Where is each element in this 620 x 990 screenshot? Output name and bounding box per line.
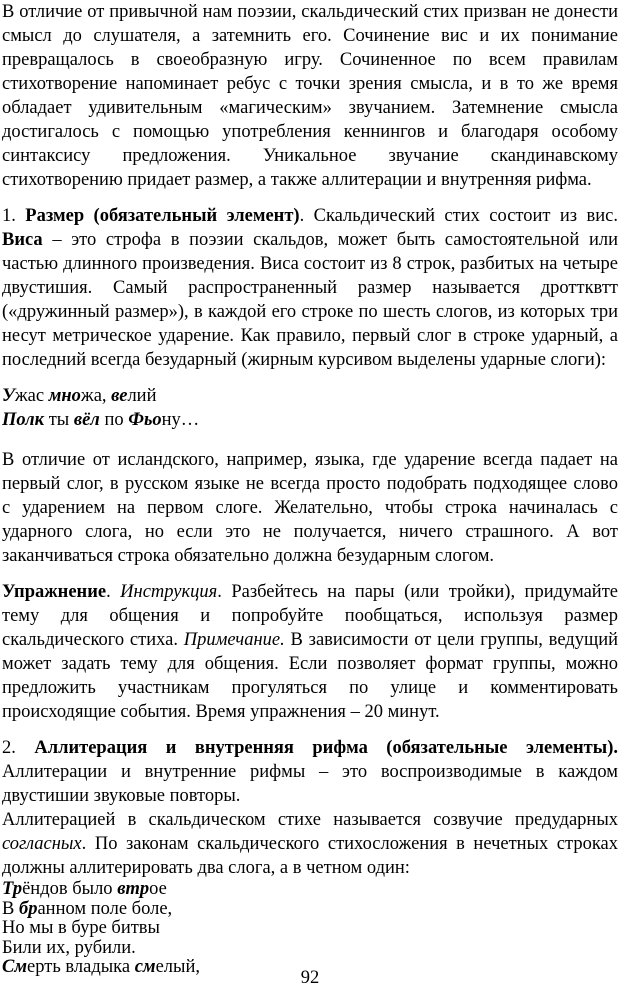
section-alliteration-line-6: должны аллитерировать два слога, а в четном один: — [2, 858, 410, 878]
paragraph-intro-line-6: достигалось с помощью употребления кеннингов и благодаря особому — [2, 122, 618, 142]
verse-example2-line-2: В бранном поле боле, — [2, 899, 173, 919]
paragraph-intro-line-4: стихотворение напоминает ребус с точки зрения смысла, и в то же время — [2, 74, 618, 94]
exercise-line-3: скальдического стиха. Примечание. В зависимости от цели группы, ведущий — [2, 630, 618, 650]
exercise-title: Упражнение — [2, 582, 107, 602]
section-meter-line-7: последний всегда безударный (жирным курсивом выделены ударные слоги): — [2, 350, 607, 370]
section-meter-line-2: Виса – это строфа в поэзии скальдов, может быть самостоятельной или — [2, 230, 618, 250]
section-heading-meter: Размер (обязательный элемент) — [25, 206, 300, 226]
page-number: 92 — [300, 968, 320, 988]
paragraph-intro-line-2: смысл до слушателя, а затемнить его. Сочинение вис и их понимание — [2, 26, 618, 46]
verse-example-line-2: Полк ты вёл по Фьону… — [2, 410, 200, 430]
verse-example2-line-3: Но мы в буре битвы — [2, 919, 160, 938]
paragraph-stress-line-1: В отличие от исландского, например, языка, где ударение всегда падает на — [2, 450, 618, 470]
paragraph-intro-line-1: В отличие от привычной нам поэзии, скальдический стих призван не донести — [2, 2, 618, 22]
exercise-line-2: тему для общения и попробуйте пообщаться, используя размер — [2, 606, 618, 626]
note-label: Примечание. — [183, 630, 285, 650]
paragraph-stress-line-5: заканчиваться строка обязательно должна безударным слогом. — [2, 546, 495, 566]
paragraph-stress-line-3: с ударением на первом слоге. Желательно, чтобы строка начиналась с — [2, 498, 618, 518]
term-consonants: согласных — [2, 834, 82, 854]
section-meter-line-3: частью длинного произведения. Виса состоит из 8 строк, разбитых на четыре — [2, 254, 618, 274]
section-heading-alliteration: Аллитерация и внутренняя рифма (обязательные элементы). — [34, 738, 618, 758]
paragraph-stress-line-2: первый слог, в русском языке не всегда просто подобрать подходящее слово — [2, 474, 618, 494]
section-alliteration-line-4: Аллитерацией в скальдическом стихе называется созвучие предударных — [2, 810, 618, 830]
exercise-line-5: предложить участникам прогуляться по улице и комментировать — [2, 678, 618, 698]
section-alliteration-line-2: Аллитерации и внутренние рифмы – это воспроизводимые в каждом — [2, 762, 618, 782]
exercise-line-4: может задать тему для общения. Если позволяет формат группы, можно — [2, 654, 618, 674]
exercise-line-6: происходящие события. Время упражнения – 20 минут. — [2, 702, 440, 722]
paragraph-intro-line-7: синтаксису предложения. Уникальное звучание скандинавскому — [2, 146, 618, 166]
verse-example2-line-5: Смерть владыка смелый, — [2, 958, 200, 977]
section-alliteration-line-1 — [2, 736, 618, 760]
instruction-label: Инструкция — [120, 582, 218, 602]
verse-example2-line-4: Били их, рубили. — [2, 938, 136, 958]
section-meter-line-4: двустишия. Самый распространенный размер называется дроттквтт — [2, 278, 618, 298]
term-visa: Виса — [2, 230, 43, 250]
paragraph-intro-line-8: стихотворению придает размер, а также аллитерации и внутренняя рифма. — [2, 170, 592, 190]
exercise-line-1: Упражнение. Инструкция. Разбейтесь на пары (или тройки), придумайте — [2, 582, 618, 602]
section-number: 2. — [2, 738, 35, 758]
section-meter-line-1: 1. Размер (обязательный элемент). Скальдический стих состоит из вис. — [2, 206, 618, 226]
verse-example-line-1: Ужас множа, велий — [2, 386, 157, 406]
section-meter-line-6: несут метрическое ударение. Как правило, первый слог в строке ударный, а — [2, 326, 618, 346]
section-number: 1. — [2, 206, 26, 226]
paragraph-stress-line-4: ударного слога, но если это не получается, ничего страшного. А вот — [2, 522, 618, 542]
paragraph-intro-line-5: обладает удивительным «магическим» звучанием. Затемнение смысла — [2, 98, 618, 118]
section-meter-line-5: («дружинный размер»), в каждой его строке по шесть слогов, из которых три — [2, 302, 618, 322]
paragraph-intro-line-3: превращалось в своеобразную игру. Сочиненное по всем правилам — [2, 50, 618, 70]
verse-example2-line-1: Трёндов было втрое — [2, 880, 167, 899]
section-alliteration-line-3: двустишии звуковые повторы. — [2, 786, 241, 806]
section-alliteration-line-5: согласных. По законам скальдического стихосложения в нечетных строках — [2, 834, 618, 854]
